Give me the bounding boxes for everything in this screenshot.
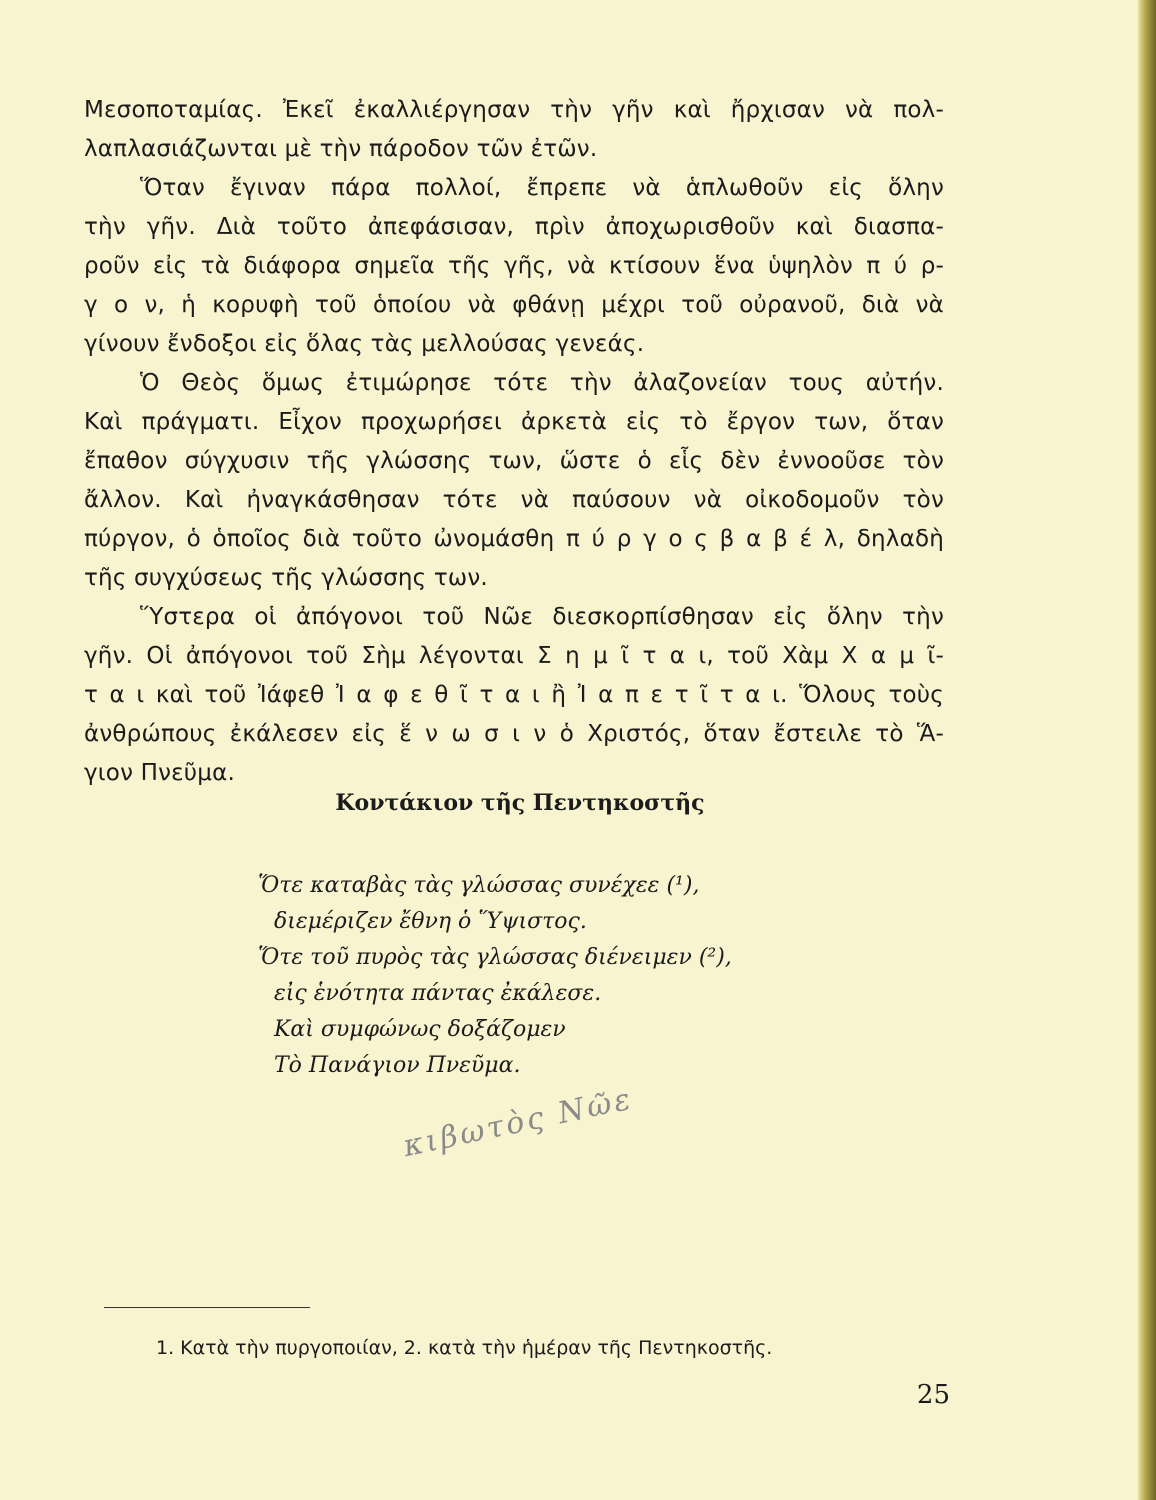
body-line: Καὶ πράγματι. Εἶχον προχωρήσει ἀρκετὰ εἰς τὸ ἔργον των, ὅταν [84,409,944,435]
section-heading: Κοντάκιον τῆς Πεντηκοστῆς [335,790,705,816]
body-line: πύργον, ὁ ὁποῖος διὰ τοῦτο ὠνομάσθη π ύ ρ γ ο ς β α β έ λ, δηλαδὴ [84,526,944,552]
body-line: ἀνθρώπους ἐκάλεσεν εἰς ἕ ν ω σ ι ν ὁ Χριστός, ὅταν ἔστειλε τὸ Ἅ- [84,721,944,747]
body-line: Ὅταν ἔγιναν πάρα πολλοί, ἔπρεπε νὰ ἁπλωθοῦν εἰς ὅλην [140,175,944,201]
body-line: ἄλλον. Καὶ ἠναγκάσθησαν τότε νὰ παύσουν νὰ οἰκοδομοῦν τὸν [84,487,944,513]
hymn-line: εἰς ἑνότητα πάντας ἐκάλεσε. [274,981,602,1006]
body-line: γῆν. Οἱ ἀπόγονοι τοῦ Σὴμ λέγονται Σ η μ ῖ τ α ι, τοῦ Χὰμ Χ α μ ῖ- [84,643,944,669]
body-line: λαπλασιάζωνται μὲ τὴν πάροδον τῶν ἐτῶν. [84,136,598,162]
body-line: ἔπαθον σύγχυσιν τῆς γλώσσης των, ὥστε ὁ εἷς δὲν ἐννοοῦσε τὸν [84,448,944,474]
handwritten-note: κιβωτὸς Νῶε [400,1081,637,1165]
page-edge-shadow [1138,0,1156,1500]
hymn-line: Καὶ συμφώνως δοξάζομεν [274,1017,566,1042]
body-line: Ὕστερα οἱ ἀπόγονοι τοῦ Νῶε διεσκορπίσθησαν εἰς ὅλην τὴν [140,604,944,630]
hymn-line: Τὸ Πανάγιον Πνεῦμα. [274,1053,521,1078]
hymn-line: Ὅτε τοῦ πυρὸς τὰς γλώσσας διένειμεν (²), [258,945,732,970]
body-line: Μεσοποταμίας. Ἐκεῖ ἐκαλλιέργησαν τὴν γῆν καὶ ἤρχισαν νὰ πολ- [84,97,944,123]
body-line: γ ο ν, ἡ κορυφὴ τοῦ ὁποίου νὰ φθάνῃ μέχρι τοῦ οὐρανοῦ, διὰ νὰ [84,292,944,318]
body-line: γιον Πνεῦμα. [84,760,236,786]
body-line: τὴν γῆν. Διὰ τοῦτο ἀπεφάσισαν, πρὶν ἀποχωρισθοῦν καὶ διασπα- [84,214,944,240]
body-line: ροῦν εἰς τὰ διάφορα σημεῖα τῆς γῆς, νὰ κτίσουν ἕνα ὑψηλὸν π ύ ρ- [84,253,944,279]
hymn-line: διεμέριζεν ἔθνη ὁ Ὕψιστος. [274,909,587,934]
page-number: 25 [916,1380,950,1410]
hymn-line: Ὅτε καταβὰς τὰς γλώσσας συνέχεε (¹), [258,873,700,898]
body-line: Ὁ Θεὸς ὅμως ἐτιμώρησε τότε τὴν ἀλαζονείαν τους αὐτήν. [140,370,944,396]
body-line: τῆς συγχύσεως τῆς γλώσσης των. [84,565,488,591]
footnote: 1. Κατὰ τὴν πυργοποιίαν, 2. κατὰ τὴν ἡμέραν τῆς Πεντηκοστῆς. [156,1337,773,1359]
body-line: γίνουν ἔνδοξοι εἰς ὅλας τὰς μελλούσας γενεάς. [84,331,645,357]
footnote-divider [104,1307,310,1308]
body-line: τ α ι καὶ τοῦ Ἰάφεθ Ἰ α φ ε θ ῖ τ α ι ἢ Ἰ α π ε τ ῖ τ α ι. Ὅλους τοὺς [84,682,944,708]
